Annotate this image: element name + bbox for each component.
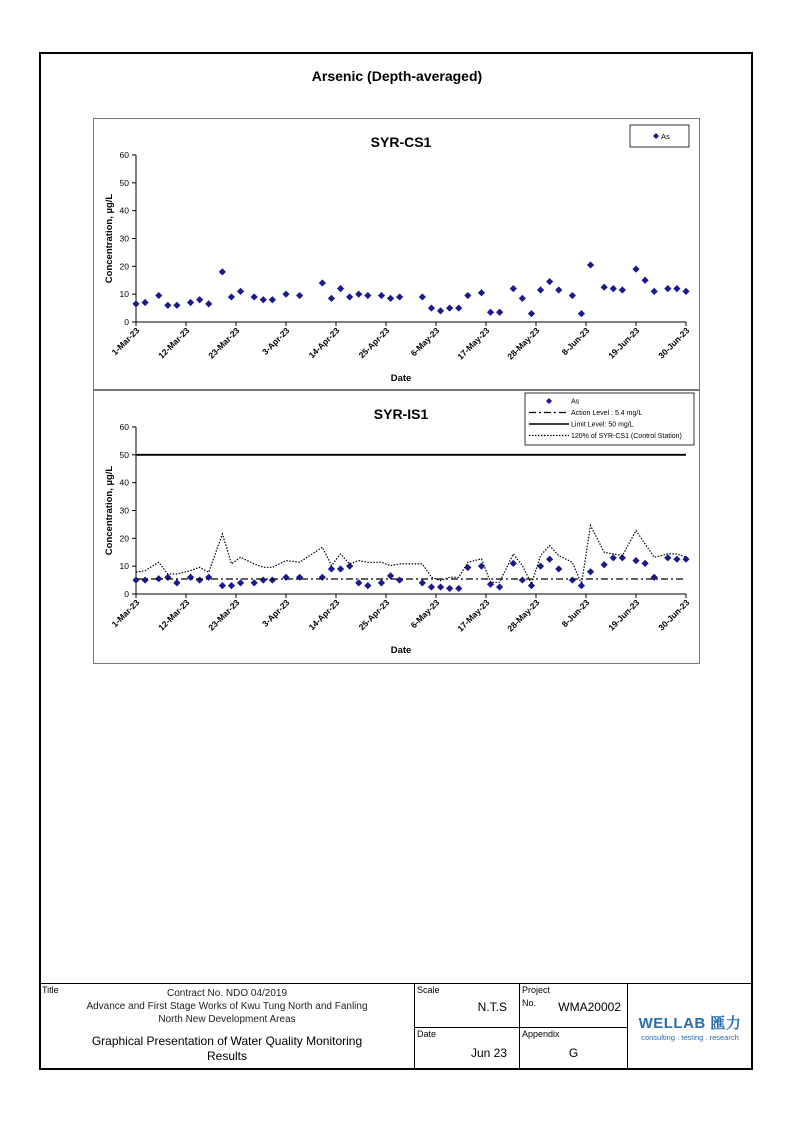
data-point bbox=[437, 583, 444, 590]
y-tick-label: 10 bbox=[119, 561, 129, 572]
x-tick-label: 1-Mar-23 bbox=[109, 325, 142, 358]
data-point bbox=[396, 576, 403, 583]
contract-line-1: Contract No. NDO 04/2019 bbox=[166, 988, 288, 999]
data-point bbox=[682, 556, 689, 563]
data-point bbox=[496, 583, 503, 590]
data-point bbox=[569, 292, 576, 299]
data-point bbox=[528, 310, 535, 317]
data-point bbox=[205, 574, 212, 581]
appendix-value: G bbox=[568, 1046, 579, 1060]
legend-label: As bbox=[571, 398, 580, 406]
data-point bbox=[196, 576, 203, 583]
data-point bbox=[141, 576, 148, 583]
x-tick-label: 8-Jun-23 bbox=[559, 325, 592, 358]
data-point bbox=[173, 302, 180, 309]
data-point bbox=[355, 291, 362, 298]
page-title: Arsenic (Depth-averaged) bbox=[311, 68, 483, 84]
title-cell bbox=[39, 983, 415, 1070]
data-point bbox=[496, 309, 503, 316]
data-point bbox=[296, 574, 303, 581]
data-point bbox=[455, 585, 462, 592]
x-tick-label: 6-May-23 bbox=[408, 597, 442, 631]
data-point bbox=[419, 579, 426, 586]
data-point bbox=[319, 574, 326, 581]
data-point bbox=[555, 286, 562, 293]
contract-text bbox=[40, 987, 414, 1026]
data-point bbox=[664, 285, 671, 292]
legend-label: Limit Level: 50 mg/L bbox=[571, 421, 634, 429]
data-point bbox=[132, 300, 139, 307]
data-point bbox=[237, 579, 244, 586]
legend-label: Action Level : 5.4 mg/L bbox=[571, 410, 643, 417]
data-point bbox=[260, 576, 267, 583]
data-point bbox=[141, 299, 148, 306]
chart-panel-syr-cs1 bbox=[93, 118, 700, 390]
data-point bbox=[641, 560, 648, 567]
y-tick-label: 50 bbox=[119, 177, 129, 188]
data-point bbox=[155, 292, 162, 299]
appendix-label: Appendix bbox=[522, 1029, 560, 1039]
data-point bbox=[251, 579, 258, 586]
y-tick-label: 60 bbox=[119, 422, 129, 432]
x-tick-label: 8-Jun-23 bbox=[559, 597, 592, 630]
x-tick-label: 19-Jun-23 bbox=[606, 597, 642, 633]
x-tick-label: 1-Mar-23 bbox=[109, 597, 142, 630]
series-0 bbox=[132, 261, 689, 317]
chart-syr-is1 bbox=[94, 391, 701, 665]
y-tick-label: 0 bbox=[124, 589, 129, 599]
title-block bbox=[39, 983, 753, 1070]
appendix-cell bbox=[519, 1027, 628, 1070]
x-tick-label: 28-May-23 bbox=[505, 597, 542, 634]
data-point bbox=[205, 300, 212, 307]
data-point bbox=[196, 296, 203, 303]
data-point bbox=[319, 279, 326, 286]
logo-text: WELLAB 匯力 bbox=[638, 1015, 742, 1032]
data-point bbox=[251, 293, 258, 300]
data-point bbox=[296, 292, 303, 299]
data-point bbox=[587, 568, 594, 575]
x-tick-label: 14-Apr-23 bbox=[306, 597, 342, 633]
data-point bbox=[228, 293, 235, 300]
x-tick-label: 17-May-23 bbox=[455, 325, 492, 362]
date-cell bbox=[414, 1027, 520, 1070]
data-point bbox=[610, 554, 617, 561]
series-line bbox=[136, 526, 686, 585]
x-tick-label: 14-Apr-23 bbox=[306, 325, 342, 361]
chart-syr-cs1 bbox=[94, 119, 701, 391]
x-axis-label: Date bbox=[390, 373, 412, 384]
data-point bbox=[455, 304, 462, 311]
x-tick-label: 6-May-23 bbox=[408, 325, 442, 359]
data-point bbox=[682, 288, 689, 295]
data-point bbox=[651, 574, 658, 581]
data-point bbox=[446, 304, 453, 311]
data-point bbox=[664, 554, 671, 561]
data-point bbox=[537, 563, 544, 570]
y-axis-label: Concentration, µg/L bbox=[104, 193, 115, 284]
data-point bbox=[364, 292, 371, 299]
x-tick-label: 30-Jun-23 bbox=[656, 325, 692, 361]
y-tick-label: 40 bbox=[119, 205, 129, 216]
drawing-title-line-2: Results bbox=[206, 1049, 247, 1063]
data-point bbox=[355, 579, 362, 586]
x-tick-label: 17-May-23 bbox=[455, 597, 492, 634]
data-point bbox=[651, 288, 658, 295]
data-point bbox=[437, 307, 444, 314]
y-tick-label: 0 bbox=[124, 317, 129, 327]
chart-title: SYR-IS1 bbox=[373, 406, 429, 422]
contract-line-3: North New Development Areas bbox=[158, 1014, 296, 1025]
data-point bbox=[587, 261, 594, 268]
data-point bbox=[378, 579, 385, 586]
data-point bbox=[337, 285, 344, 292]
data-point bbox=[260, 296, 267, 303]
data-point bbox=[187, 299, 194, 306]
data-point bbox=[173, 579, 180, 586]
y-tick-label: 50 bbox=[119, 449, 129, 460]
legend-label: As bbox=[661, 132, 670, 141]
scale-value: N.T.S bbox=[477, 1000, 507, 1014]
drawing-title-line-1: Graphical Presentation of Water Quality Monitoring bbox=[91, 1034, 363, 1048]
series-3 bbox=[136, 526, 686, 585]
data-point bbox=[164, 302, 171, 309]
data-point bbox=[478, 289, 485, 296]
data-point bbox=[346, 293, 353, 300]
x-tick-label: 12-Mar-23 bbox=[156, 325, 192, 361]
data-point bbox=[132, 576, 139, 583]
data-point bbox=[673, 285, 680, 292]
data-point bbox=[219, 582, 226, 589]
legend-label: 120% of SYR-CS1 (Control Station) bbox=[571, 433, 682, 440]
data-point bbox=[673, 556, 680, 563]
y-tick-label: 20 bbox=[119, 261, 129, 272]
date-value: Jun 23 bbox=[470, 1046, 507, 1060]
data-point bbox=[282, 291, 289, 298]
data-point bbox=[546, 556, 553, 563]
data-point bbox=[282, 574, 289, 581]
x-tick-label: 12-Mar-23 bbox=[156, 597, 192, 633]
project-no: WMA20002 bbox=[558, 1000, 621, 1014]
data-point bbox=[464, 292, 471, 299]
data-point bbox=[569, 576, 576, 583]
data-point bbox=[601, 284, 608, 291]
data-point bbox=[269, 576, 276, 583]
data-point bbox=[396, 293, 403, 300]
data-point bbox=[537, 286, 544, 293]
y-tick-label: 10 bbox=[119, 289, 129, 300]
data-point bbox=[546, 278, 553, 285]
data-point bbox=[555, 565, 562, 572]
data-point bbox=[510, 560, 517, 567]
project-label: Project bbox=[522, 985, 551, 995]
y-tick-label: 20 bbox=[119, 533, 129, 544]
drawing-title bbox=[40, 1034, 414, 1064]
legend-box bbox=[630, 125, 689, 147]
y-tick-label: 30 bbox=[119, 505, 129, 516]
y-tick-label: 30 bbox=[119, 233, 129, 244]
logo-cell bbox=[627, 983, 753, 1070]
scale-cell bbox=[414, 983, 520, 1028]
data-point bbox=[387, 295, 394, 302]
x-tick-label: 25-Apr-23 bbox=[356, 597, 392, 633]
data-point bbox=[237, 288, 244, 295]
wellab-logo bbox=[628, 1012, 752, 1042]
data-point bbox=[428, 304, 435, 311]
data-point bbox=[428, 583, 435, 590]
data-point bbox=[337, 565, 344, 572]
project-no-label: No. bbox=[522, 998, 537, 1008]
y-tick-label: 60 bbox=[119, 150, 129, 160]
data-point bbox=[601, 561, 608, 568]
x-tick-label: 30-Jun-23 bbox=[656, 597, 692, 633]
data-point bbox=[487, 309, 494, 316]
y-axis-label: Concentration, µg/L bbox=[104, 465, 115, 556]
data-point bbox=[228, 582, 235, 589]
y-tick-label: 40 bbox=[119, 477, 129, 488]
data-point bbox=[187, 574, 194, 581]
data-point bbox=[610, 285, 617, 292]
data-point bbox=[619, 286, 626, 293]
data-point bbox=[519, 295, 526, 302]
x-tick-label: 3-Apr-23 bbox=[259, 325, 292, 357]
contract-line-2: Advance and First Stage Works of Kwu Tung North and Fanling bbox=[86, 1001, 368, 1012]
data-point bbox=[269, 296, 276, 303]
x-tick-label: 28-May-23 bbox=[505, 325, 542, 362]
data-point bbox=[632, 557, 639, 564]
data-point bbox=[632, 266, 639, 273]
data-point bbox=[578, 310, 585, 317]
x-tick-label: 23-Mar-23 bbox=[206, 597, 242, 633]
data-point bbox=[446, 585, 453, 592]
data-point bbox=[219, 268, 226, 275]
data-point bbox=[164, 574, 171, 581]
x-axis-label: Date bbox=[390, 645, 412, 656]
logo-tagline: consulting . testing . research bbox=[641, 1033, 739, 1042]
data-point bbox=[641, 277, 648, 284]
date-label: Date bbox=[417, 1029, 437, 1039]
series-0 bbox=[132, 554, 689, 592]
data-point bbox=[510, 285, 517, 292]
data-point bbox=[378, 292, 385, 299]
x-tick-label: 3-Apr-23 bbox=[259, 597, 292, 629]
x-tick-label: 19-Jun-23 bbox=[606, 325, 642, 361]
chart-title: SYR-CS1 bbox=[370, 134, 432, 150]
scale-label: Scale bbox=[417, 985, 440, 995]
chart-panel-syr-is1 bbox=[93, 390, 700, 664]
x-tick-label: 23-Mar-23 bbox=[206, 325, 242, 361]
project-cell bbox=[519, 983, 628, 1028]
x-tick-label: 25-Apr-23 bbox=[356, 325, 392, 361]
data-point bbox=[519, 576, 526, 583]
title-label: Title bbox=[42, 985, 59, 995]
data-point bbox=[478, 563, 485, 570]
data-point bbox=[328, 295, 335, 302]
data-point bbox=[346, 563, 353, 570]
data-point bbox=[364, 582, 371, 589]
data-point bbox=[419, 293, 426, 300]
